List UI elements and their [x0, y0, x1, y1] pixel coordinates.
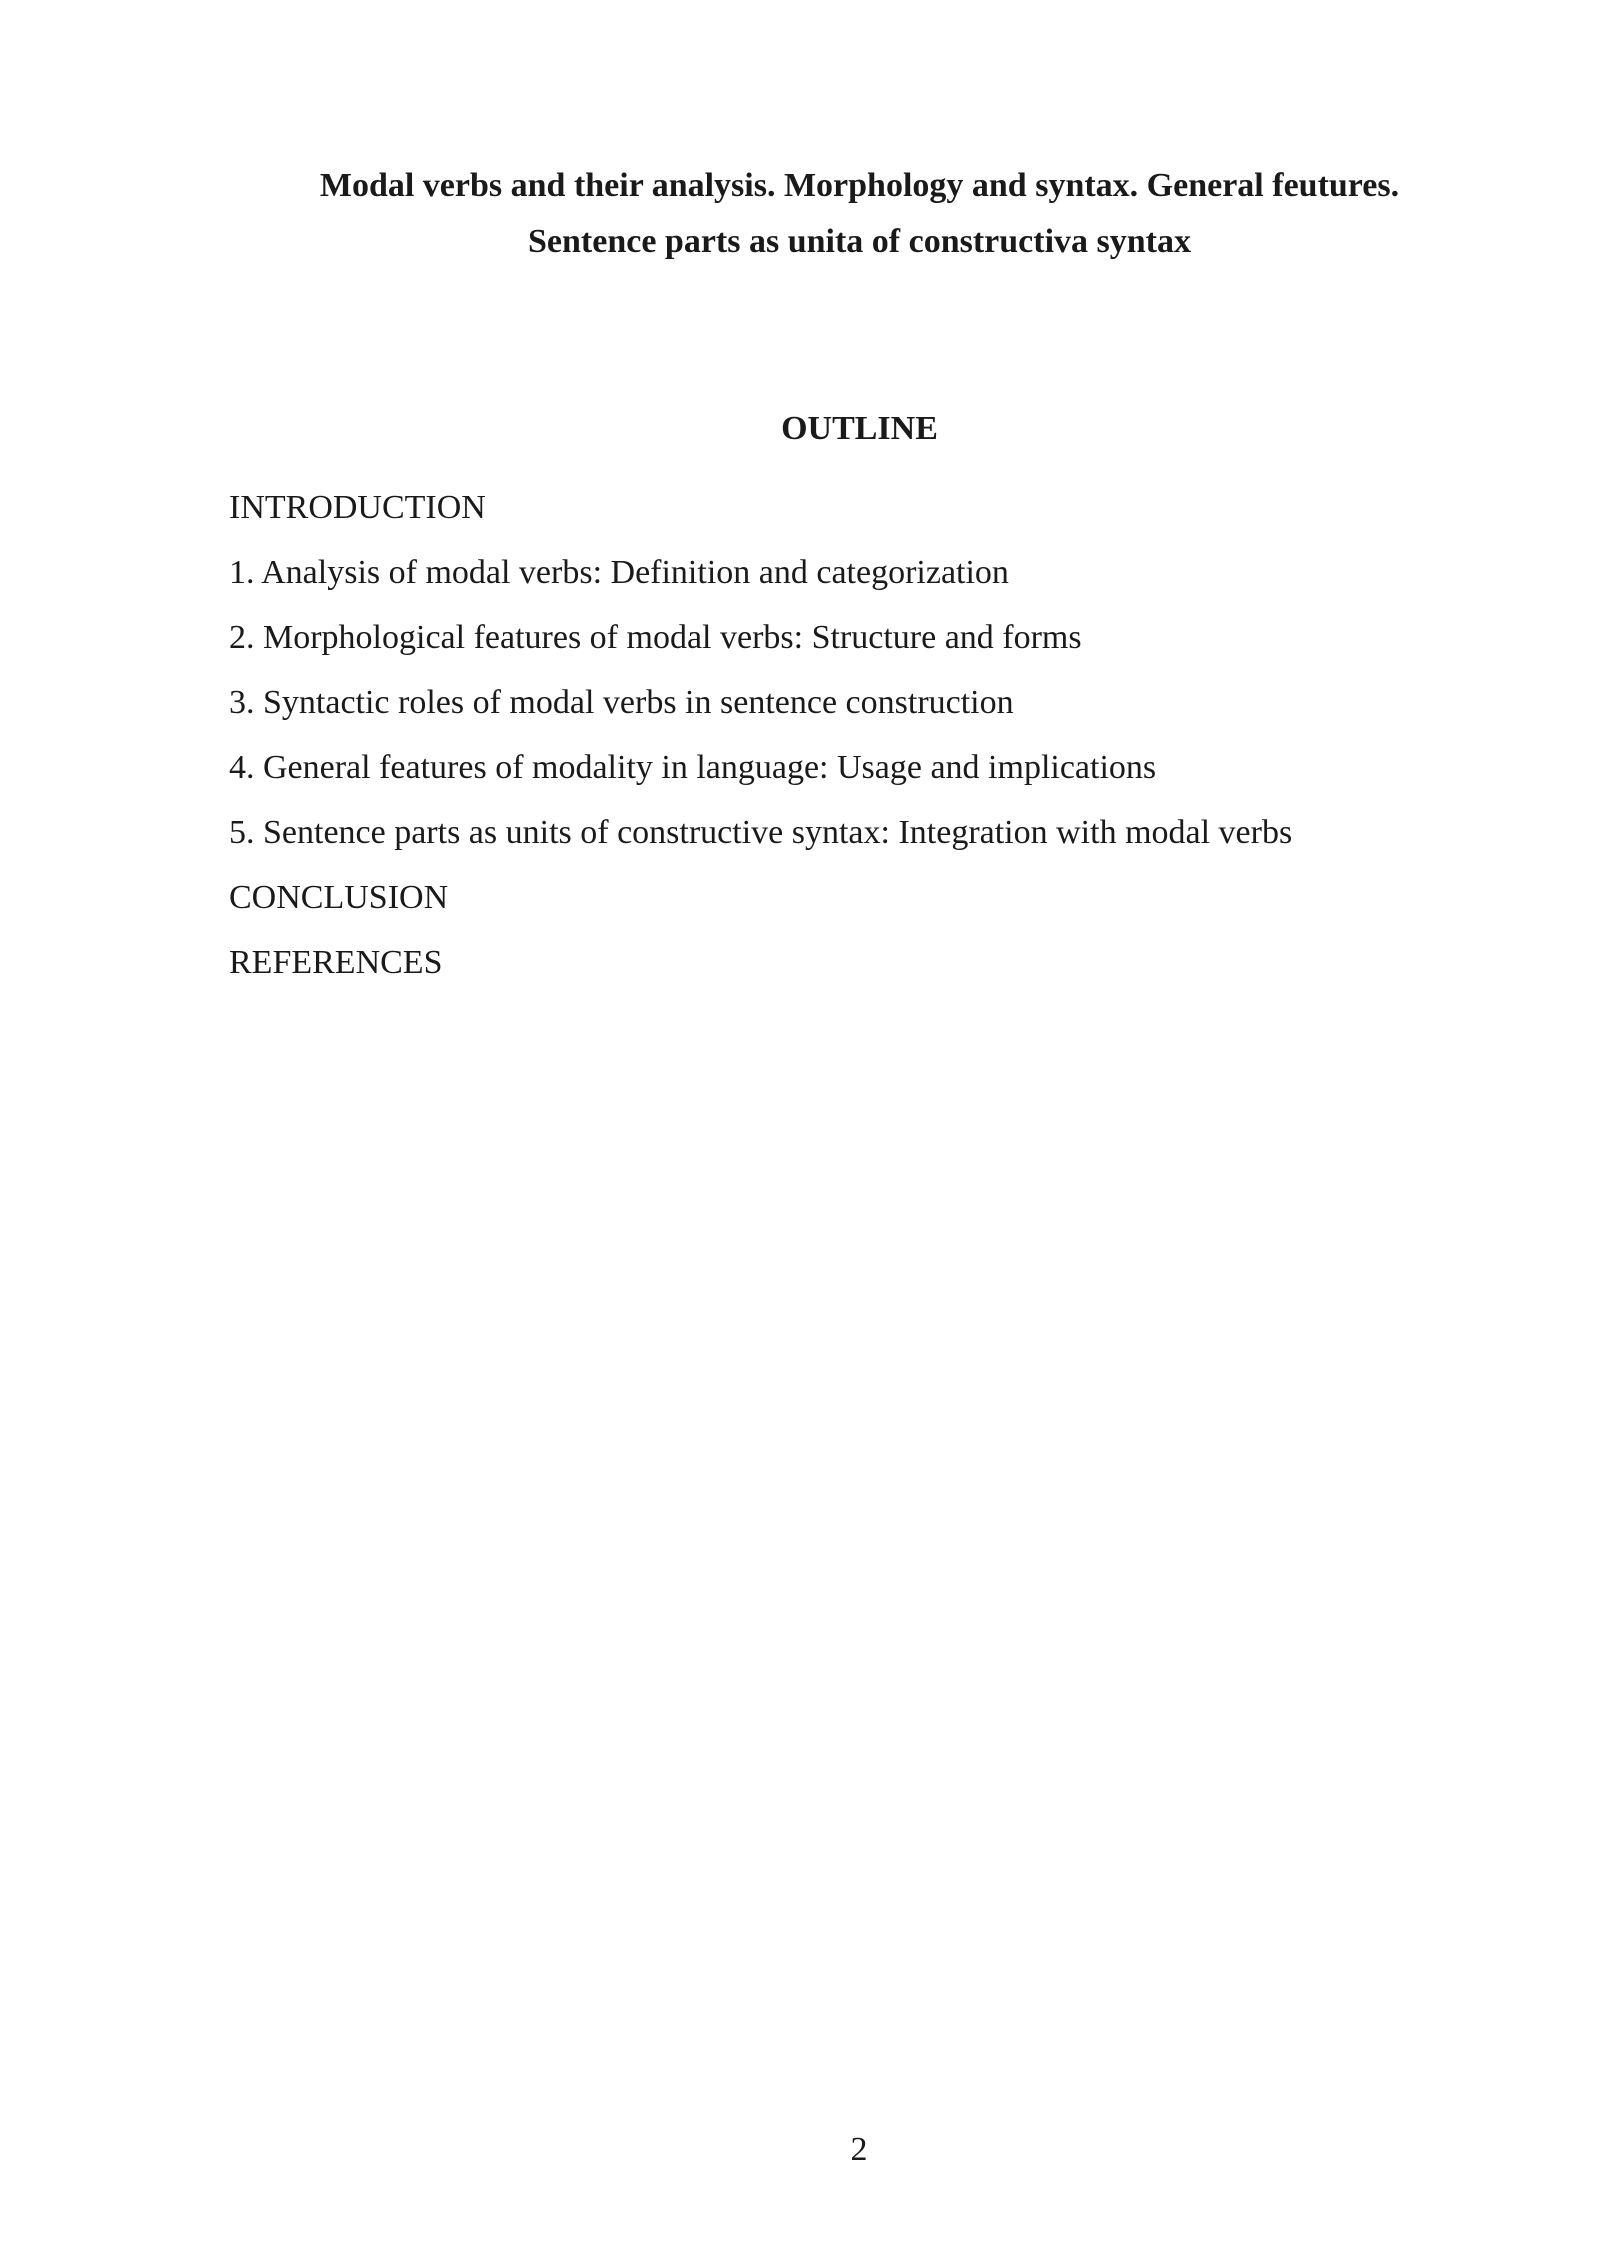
outline-item-3: 3. Syntactic roles of modal verbs in sentence construction: [229, 684, 1014, 721]
outline-item-2: 2. Morphological features of modal verbs: Structure and forms: [229, 619, 1082, 656]
document-title: [229, 158, 1490, 270]
document-title-line-2: Sentence parts as unita of constructiva syntax: [528, 223, 1191, 260]
outline-list: [229, 475, 1490, 995]
outline-item-5: 5. Sentence parts as units of constructive syntax: Integration with modal verbs: [229, 814, 1293, 851]
outline-heading: OUTLINE: [781, 410, 938, 447]
document-title-line-1: Modal verbs and their analysis. Morphology and syntax. General feutures.: [319, 167, 1400, 204]
outline-item-introduction: INTRODUCTION: [229, 489, 486, 526]
outline-item-1: 1. Analysis of modal verbs: Definition and categorization: [229, 554, 1009, 591]
page-number: 2: [850, 2131, 868, 2168]
outline-item-4: 4. General features of modality in language: Usage and implications: [229, 749, 1157, 786]
outline-item-conclusion: CONCLUSION: [229, 879, 449, 916]
outline-item-references: REFERENCES: [229, 944, 443, 981]
